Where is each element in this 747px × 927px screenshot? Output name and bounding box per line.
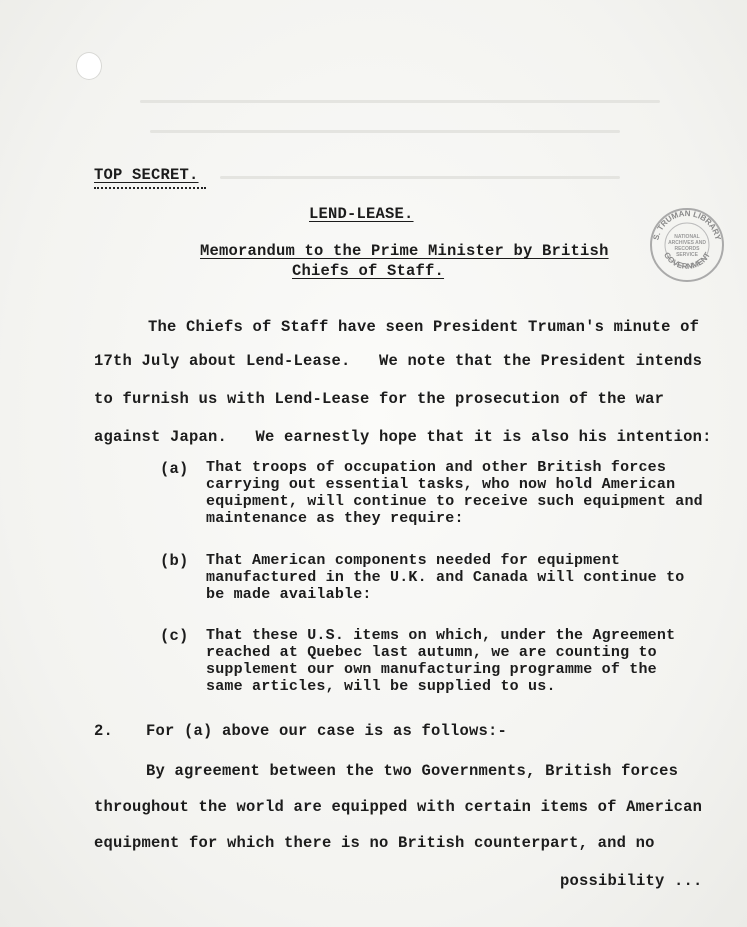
paragraph-line: equipment for which there is no British counterpart, and no	[94, 834, 655, 852]
memo-title-line: Chiefs of Staff.	[292, 262, 445, 280]
list-item-line: manufactured in the U.K. and Canada will continue to	[206, 569, 685, 586]
list-item-line: equipment, will continue to receive such equipment and	[206, 493, 703, 510]
bleed-through-line	[150, 130, 620, 133]
bleed-through-line	[140, 100, 660, 103]
paragraph-line: throughout the world are equipped with certain items of American	[94, 798, 703, 816]
continuation-text: possibility ...	[560, 872, 703, 890]
list-item-line: maintenance as they require:	[206, 510, 464, 527]
stamp-text-bottom: GOVERNMENT	[661, 250, 713, 272]
paragraph-line: For (a) above our case is as follows:-	[146, 722, 508, 740]
archive-stamp	[648, 206, 726, 284]
list-item-label: (b)	[160, 552, 189, 570]
list-item-line: That these U.S. items on which, under the Agreement	[206, 627, 676, 644]
paragraph-line: By agreement between the two Governments, British forces	[146, 762, 679, 780]
list-item-line: same articles, will be supplied to us.	[206, 678, 556, 695]
stamp-text-center: NATIONAL ARCHIVES AND RECORDS SERVICE	[668, 234, 706, 258]
punch-hole	[76, 52, 102, 80]
list-item-line: reached at Quebec last autumn, we are counting to	[206, 644, 657, 661]
paragraph-line: to furnish us with Lend-Lease for the prosecution of the war	[94, 390, 665, 408]
memo-title-line: Memorandum to the Prime Minister by British	[200, 242, 609, 260]
paragraph-line: 17th July about Lend-Lease. We note that the President intends	[94, 352, 703, 370]
paragraph-number: 2.	[94, 722, 114, 740]
list-item-line: carrying out essential tasks, who now hold American	[206, 476, 676, 493]
list-item-line: That troops of occupation and other British forces	[206, 459, 667, 476]
stamp-text-top: S. TRUMAN LIBRARY	[651, 208, 723, 242]
list-item-line: That American components needed for equipment	[206, 552, 621, 569]
classification-heading: TOP SECRET.	[94, 166, 199, 184]
bleed-through-line	[220, 176, 620, 179]
paragraph-line: The Chiefs of Staff have seen President Truman's minute of	[148, 318, 700, 336]
list-item-line: supplement our own manufacturing programme of the	[206, 661, 657, 678]
list-item-line: be made available:	[206, 586, 372, 603]
classification-dotted-rule	[94, 187, 206, 189]
paragraph-line: against Japan. We earnestly hope that it is also his intention:	[94, 428, 712, 446]
list-item-label: (c)	[160, 627, 189, 645]
list-item-label: (a)	[160, 460, 189, 478]
subject-heading: LEND-LEASE.	[309, 205, 414, 223]
